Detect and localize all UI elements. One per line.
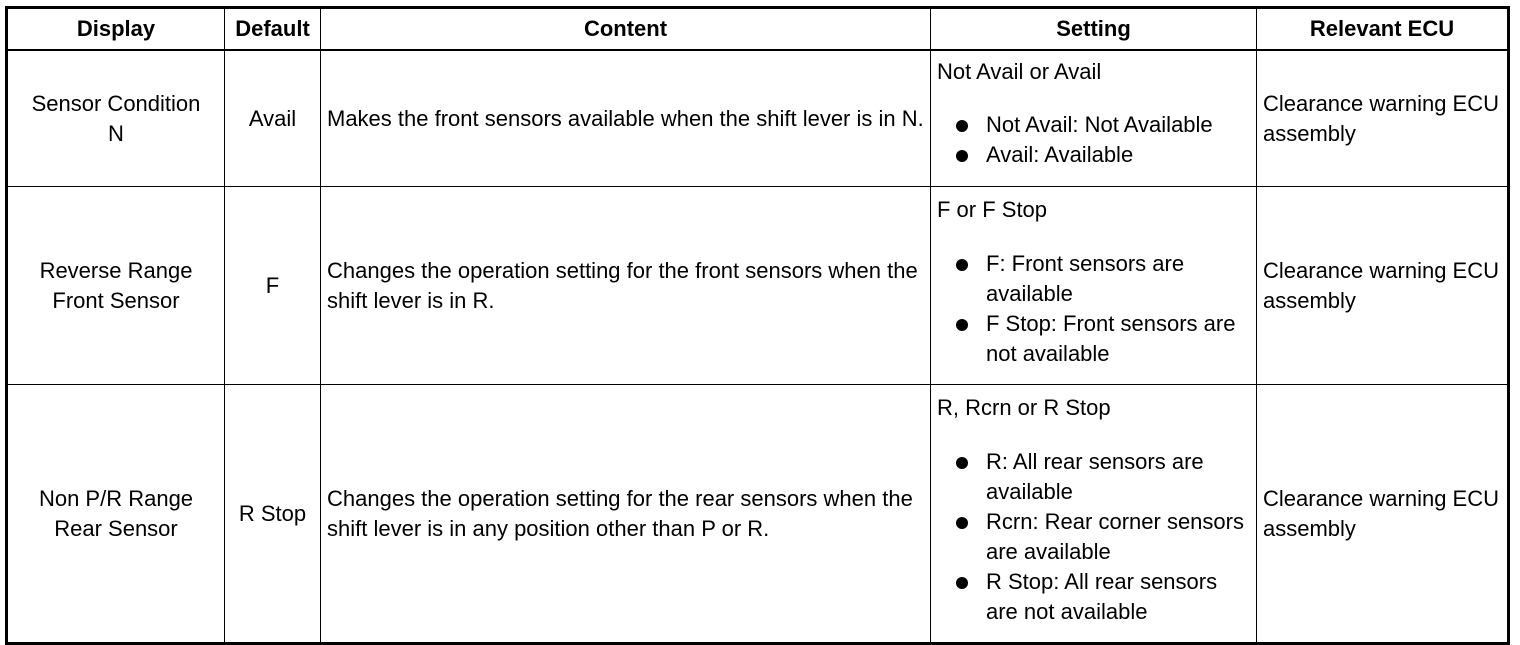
- header-display: Display: [7, 8, 225, 51]
- settings-table: [5, 6, 1510, 645]
- display-text: N: [108, 120, 124, 146]
- setting-cell: [931, 50, 1257, 187]
- table-row: [7, 187, 1509, 385]
- header-setting: Setting: [931, 8, 1257, 51]
- default-cell: R Stop: [225, 385, 321, 644]
- display-cell: [7, 50, 225, 187]
- ecu-cell: Clearance warning ECU assembly: [1257, 50, 1509, 187]
- display-cell: [7, 385, 225, 644]
- display-text: Rear Sensor: [54, 515, 178, 541]
- content-cell: Makes the front sensors available when the shift lever is in N.: [321, 50, 931, 187]
- display-text: Non P/R Range: [38, 485, 194, 511]
- setting-option: F: Front sensors are available: [937, 249, 1250, 309]
- setting-option: F Stop: Front sensors are not available: [937, 309, 1250, 369]
- content-cell: Changes the operation setting for the rear sensors when the shift lever is in any position other than P or R.: [321, 385, 931, 644]
- setting-options: [937, 447, 1250, 627]
- setting-cell: [931, 385, 1257, 644]
- display-cell: [7, 187, 225, 385]
- ecu-cell: Clearance warning ECU assembly: [1257, 187, 1509, 385]
- setting-heading: F or F Stop: [937, 197, 1048, 222]
- header-content: Content: [321, 8, 931, 51]
- table-row: [7, 50, 1509, 187]
- display-text: Reverse Range: [39, 257, 193, 283]
- setting-option: Not Avail: Not Available: [937, 110, 1250, 140]
- setting-heading: R, Rcrn or R Stop: [937, 395, 1111, 420]
- display-text: Front Sensor: [52, 287, 180, 313]
- setting-option: Avail: Available: [937, 140, 1250, 170]
- header-relevant-ecu: Relevant ECU: [1257, 8, 1509, 51]
- display-text: Sensor Condition: [31, 90, 201, 116]
- default-cell: F: [225, 187, 321, 385]
- setting-options: [937, 110, 1250, 170]
- header-row: [7, 8, 1509, 51]
- setting-option: R: All rear sensors are available: [937, 447, 1250, 507]
- setting-options: [937, 249, 1250, 369]
- ecu-cell: Clearance warning ECU assembly: [1257, 385, 1509, 644]
- default-cell: Avail: [225, 50, 321, 187]
- table-row: [7, 385, 1509, 644]
- setting-heading: Not Avail or Avail: [937, 59, 1102, 84]
- header-default: Default: [225, 8, 321, 51]
- setting-cell: [931, 187, 1257, 385]
- content-cell: Changes the operation setting for the front sensors when the shift lever is in R.: [321, 187, 931, 385]
- setting-option: Rcrn: Rear corner sensors are available: [937, 507, 1250, 567]
- setting-option: R Stop: All rear sensors are not available: [937, 567, 1250, 627]
